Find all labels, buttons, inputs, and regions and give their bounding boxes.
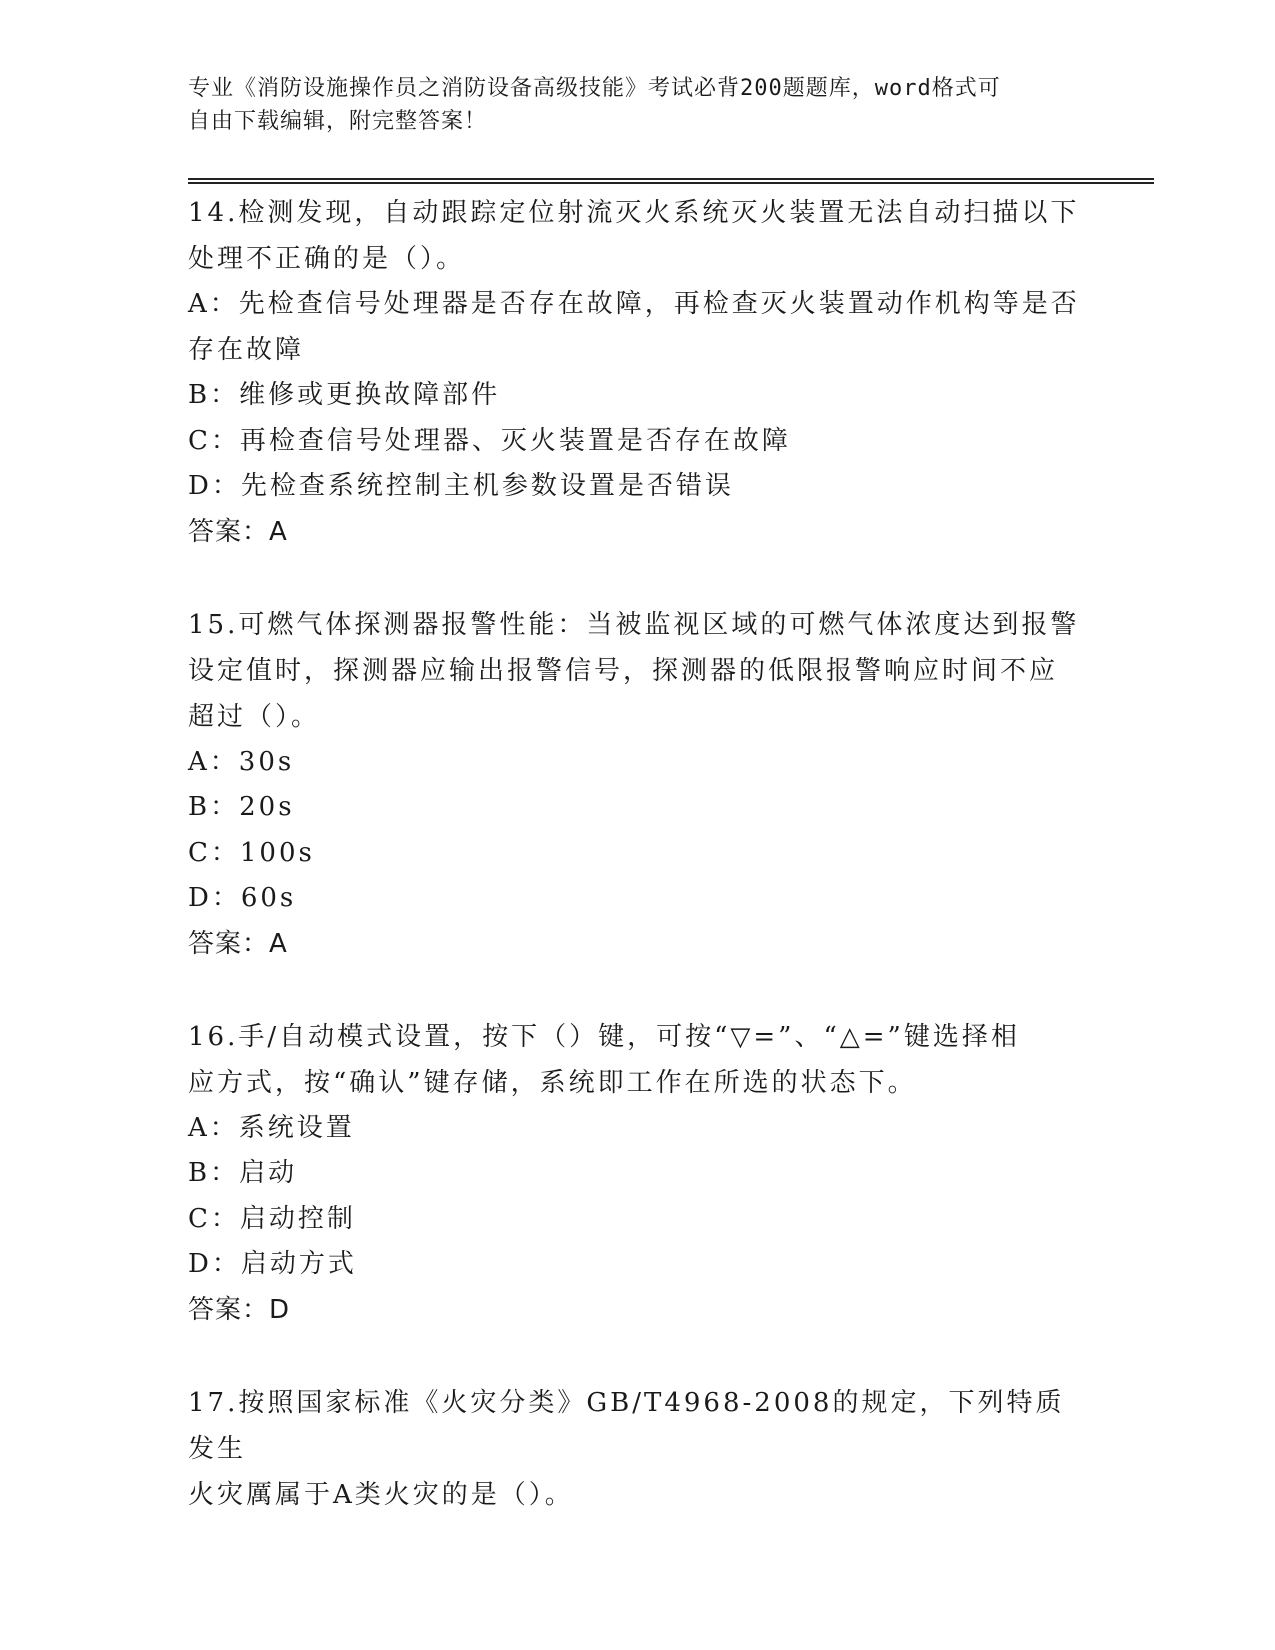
option-c <box>188 831 1088 877</box>
stem-line: 15.可燃气体探测器报警性能：当被监视区域的可燃气体浓度达到报警 <box>188 609 1080 640</box>
option-c <box>188 419 1088 465</box>
stem-line: 应方式，按“确认”键存储，系统即工作在所选的状态下。 <box>188 1067 917 1098</box>
option-a <box>188 282 1088 373</box>
header-divider <box>188 178 1154 184</box>
option-line: D：60s <box>188 883 297 913</box>
option-c <box>188 1197 1088 1243</box>
answer-line: 答案：D <box>188 1294 291 1325</box>
option-line: D：先检查系统控制主机参数设置是否错误 <box>188 471 734 501</box>
stem-line: 火灾厲属于A类火灾的是（）。 <box>188 1479 574 1510</box>
option-b <box>188 1151 1088 1197</box>
header-line-1: 专业《消防设施操作员之消防设备高级技能》考试必背200题题库，word格式可 <box>188 76 1001 101</box>
option-d <box>188 1242 1088 1288</box>
option-d <box>188 464 1088 510</box>
option-line: D：启动方式 <box>188 1249 357 1279</box>
question-stem <box>188 190 1088 282</box>
question-stem <box>188 1014 1088 1106</box>
question-16 <box>188 1014 1088 1333</box>
stem-line: 17.按照国家标准《火灾分类》GB/T4968-2008的规定，下列特质发生 <box>188 1387 1065 1464</box>
question-17 <box>188 1380 1088 1518</box>
answer-line: 答案：A <box>188 928 288 959</box>
option-a <box>188 1106 1088 1152</box>
option-line: B：启动 <box>188 1158 298 1188</box>
question-14 <box>188 190 1088 555</box>
option-line: C：再检查信号处理器、灭火装置是否存在故障 <box>188 425 791 456</box>
option-line: B：20s <box>188 792 295 822</box>
stem-line: 16.手/自动模式设置，按下（）键，可按“▽=”、“△=”键选择相 <box>188 1021 1020 1052</box>
stem-line: 超过（）。 <box>188 701 321 732</box>
question-stem <box>188 1380 1088 1518</box>
option-line: 存在故障 <box>188 334 305 365</box>
option-line: C：100s <box>188 837 315 868</box>
option-a <box>188 740 1088 786</box>
stem-line: 14.检测发现，自动跟踪定位射流灭火系统灭火装置无法自动扫描以下 <box>188 198 1080 228</box>
header-line-2: 自由下载编辑，附完整答案！ <box>188 109 488 134</box>
stem-line: 处理不正确的是（）。 <box>188 244 466 274</box>
document-header <box>188 72 1068 138</box>
option-line: B：维修或更换故障部件 <box>188 380 501 410</box>
answer-line: 答案：A <box>188 516 288 547</box>
option-line: C：启动控制 <box>188 1203 356 1234</box>
question-stem <box>188 602 1088 740</box>
option-d <box>188 876 1088 922</box>
option-b <box>188 373 1088 419</box>
question-15 <box>188 602 1088 967</box>
option-line: A：30s <box>188 746 295 777</box>
option-line: A：系统设置 <box>188 1112 355 1143</box>
question-list <box>188 190 1088 1565</box>
option-b <box>188 785 1088 831</box>
option-line: A：先检查信号处理器是否存在故障，再检查灭火装置动作机构等是否 <box>188 289 1080 319</box>
stem-line: 设定值时，探测器应输出报警信号，探测器的低限报警响应时间不应 <box>188 655 1059 686</box>
